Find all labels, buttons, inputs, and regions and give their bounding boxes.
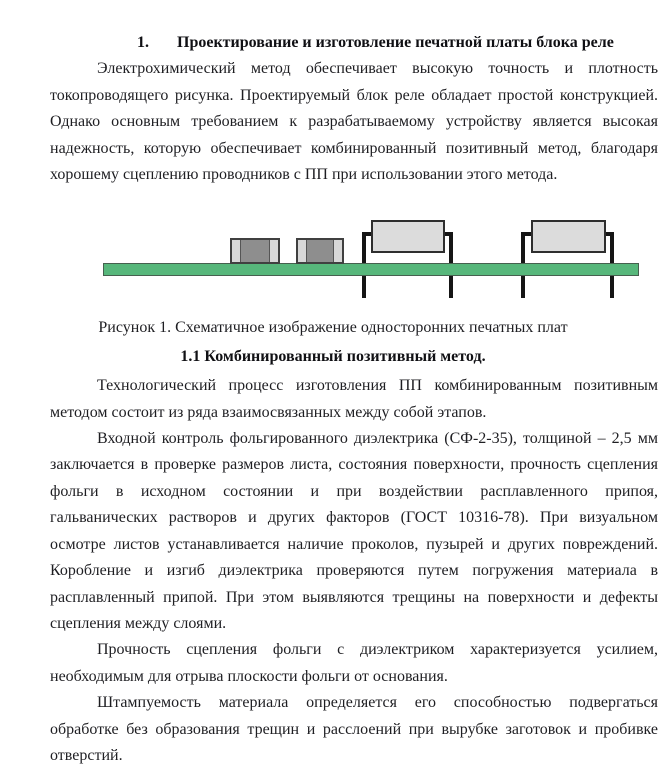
pcb-figure	[0, 188, 666, 315]
component-lead-bend	[444, 232, 453, 236]
section-title: Проектирование и изготовление печатной платы блока реле	[177, 34, 614, 51]
paragraph-stampability: Штампуемость материала определяется его способностью подвергаться обработке без образования трещин и расслоений при вырубке заготовок и пробивке отверстий.	[50, 694, 658, 764]
paragraph-incoming-control: Входной контроль фольгированного диэлектрика (СФ-2-35), толщиной – 2,5 мм заключается в проверке размеров листа, состояния поверхности, прочность сцепления фольги в исходном состоянии и при воздействии расплавленного припоя, гальванических растворов и других факторов (ГОСТ 10316-78). При визуальном осмотре листов устанавливается наличие проколов, пузырей и других повреждений. Коробление и изгиб диэлектрика проверяются путем погружения материала в расплавленный припой. При этом выявляются трещины на поверхности и дефекты сцепления между слоями.	[50, 430, 658, 632]
smd-terminal	[270, 240, 278, 262]
figure-caption: Рисунок 1. Схематичное изображение односторонних печатных плат	[98, 319, 568, 337]
document-page	[0, 30, 666, 764]
smd-terminal	[298, 240, 306, 262]
paragraph-adhesion: Прочность сцепления фольги с диэлектриком характеризуется усилием, необходимым для отрыва плоскости фольги от основания.	[50, 641, 658, 685]
pcb-board	[103, 263, 639, 276]
smd-body	[306, 240, 334, 262]
smd-terminal	[232, 240, 240, 262]
document-body	[0, 30, 666, 769]
smd-body	[240, 240, 270, 262]
smd-component	[230, 238, 280, 264]
paragraph-intro: Электрохимический метод обеспечивает высокую точность и плотность токопроводящего рисунка. Проектируемый блок реле обладает простой конструкцией. Однако основным требованием к разрабатываемому устройству является высокая надежность, которую обеспечивает комбинированный позитивный метод, благодаря хорошему сцеплению проводников с ПП при использовании этого метода.	[50, 60, 658, 184]
through-hole-component	[371, 220, 445, 253]
through-hole-component	[531, 220, 606, 253]
section-heading	[0, 30, 658, 56]
smd-component	[296, 238, 344, 264]
section-number: 1.	[137, 34, 149, 51]
subsection-heading: 1.1 Комбинированный позитивный метод.	[180, 347, 486, 365]
paragraph-process: Технологический процесс изготовления ПП комбинированным позитивным методом состоит из ряда взаимосвязанных между собой этапов.	[50, 377, 658, 421]
smd-terminal	[334, 240, 342, 262]
